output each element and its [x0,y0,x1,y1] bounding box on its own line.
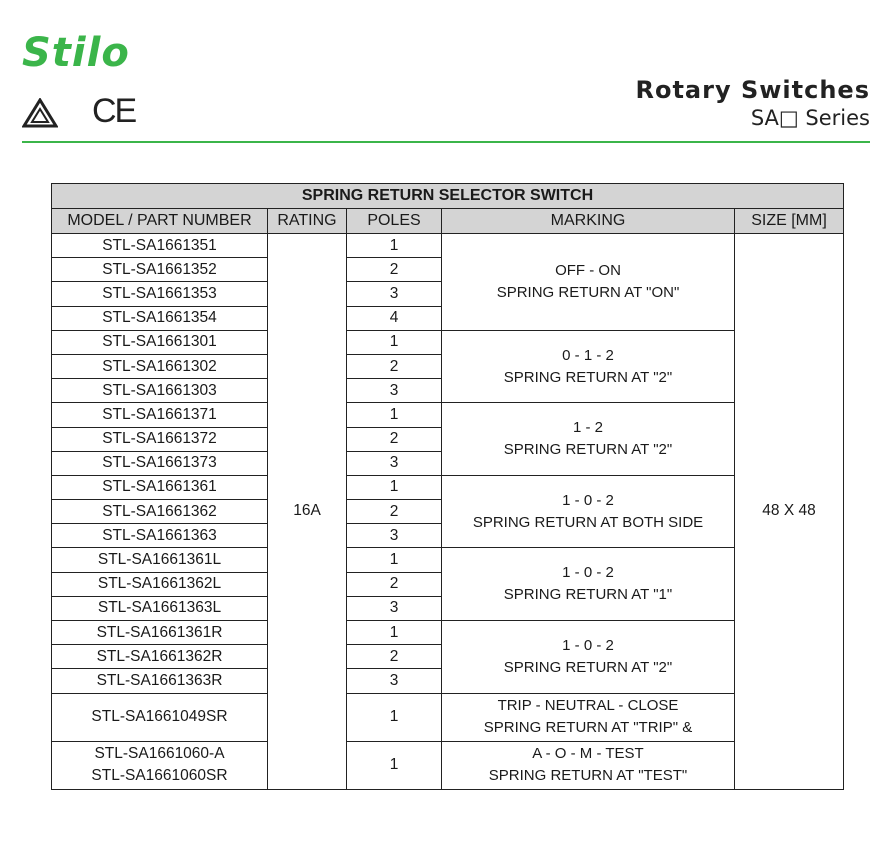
header-divider [22,141,870,143]
poles-cell: 1 [347,403,442,427]
page-subtitle: SA□ Series [750,106,870,130]
model-cell: STL-SA1661361 [52,475,268,499]
marking-cell [442,621,735,694]
stilo-logo: Stilo [22,30,130,76]
model-cell: STL-SA1661361R [52,621,268,645]
poles-cell: 3 [347,451,442,475]
poles-cell: 1 [347,621,442,645]
model-cell: STL-SA1661363 [52,524,268,548]
column-header-size: SIZE [MM] [735,209,844,234]
marking-line: SPRING RETURN AT BOTH SIDE [472,513,704,531]
model-cell: STL-SA1661302 [52,354,268,378]
marking-line: 1 - 0 - 2 [562,491,614,509]
poles-cell: 3 [347,596,442,620]
model-cell: STL-SA1661361L [52,548,268,572]
poles-cell: 2 [347,500,442,524]
marking-line: SPRING RETURN AT "2" [503,658,673,676]
marking-line: TRIP - NEUTRAL - CLOSE [497,697,679,715]
model-cell [52,741,268,789]
model-cell: STL-SA1661372 [52,427,268,451]
model-cell: STL-SA1661352 [52,258,268,282]
marking-line: SPRING RETURN AT "ON" [496,283,680,301]
model-cell: STL-SA1661303 [52,379,268,403]
marking-line: 0 - 1 - 2 [562,346,614,364]
column-header-poles: POLES [347,209,442,234]
model-cell: STL-SA1661049SR [52,693,268,741]
poles-cell: 2 [347,645,442,669]
poles-cell: 1 [347,548,442,572]
column-header-marking: MARKING [442,209,735,234]
marking-cell [442,548,735,621]
model-line: STL-SA1661060SR [91,767,228,785]
poles-cell: 1 [347,693,442,741]
marking-line: A - O - M - TEST [532,745,644,763]
poles-cell: 3 [347,524,442,548]
model-cell: STL-SA1661362L [52,572,268,596]
model-line: STL-SA1661060-A [94,745,225,763]
model-cell: STL-SA1661373 [52,451,268,475]
poles-cell: 1 [347,475,442,499]
table-title: SPRING RETURN SELECTOR SWITCH [52,184,844,209]
marking-line: SPRING RETURN AT "2" [503,368,673,386]
spec-table [51,183,844,790]
poles-cell: 1 [347,330,442,354]
model-cell: STL-SA1661351 [52,234,268,258]
marking-line: 1 - 0 - 2 [562,636,614,654]
poles-cell: 1 [347,234,442,258]
poles-cell: 3 [347,282,442,306]
model-cell: STL-SA1661362R [52,645,268,669]
marking-cell [442,475,735,548]
marking-line: 1 - 0 - 2 [562,564,614,582]
model-cell: STL-SA1661371 [52,403,268,427]
marking-line: SPRING RETURN AT "2" [503,441,673,459]
column-header-model: MODEL / PART NUMBER [52,209,268,234]
marking-line: SPRING RETURN AT "TEST" [488,767,688,785]
marking-cell [442,741,735,789]
model-cell: STL-SA1661301 [52,330,268,354]
page-title: Rotary Switches [635,76,870,104]
marking-cell [442,234,735,331]
marking-cell [442,403,735,476]
ce-mark: CE [92,92,136,130]
model-cell: STL-SA1661353 [52,282,268,306]
delta-cert-icon [22,98,58,128]
marking-cell [442,693,735,741]
model-cell: STL-SA1661354 [52,306,268,330]
size-cell: 48 X 48 [735,234,844,790]
model-cell: STL-SA1661362 [52,500,268,524]
model-cell: STL-SA1661363L [52,596,268,620]
poles-cell: 2 [347,354,442,378]
poles-cell: 3 [347,669,442,693]
poles-cell: 2 [347,572,442,596]
poles-cell: 3 [347,379,442,403]
marking-line: SPRING RETURN AT "TRIP" & [483,719,693,737]
marking-cell [442,330,735,403]
marking-line: OFF - ON [555,261,621,279]
poles-cell: 4 [347,306,442,330]
model-cell: STL-SA1661363R [52,669,268,693]
poles-cell: 2 [347,258,442,282]
rating-cell: 16A [268,234,347,790]
marking-line: SPRING RETURN AT "1" [503,586,673,604]
poles-cell: 2 [347,427,442,451]
marking-line: 1 - 2 [572,419,603,437]
poles-cell: 1 [347,741,442,789]
column-header-rating: RATING [268,209,347,234]
